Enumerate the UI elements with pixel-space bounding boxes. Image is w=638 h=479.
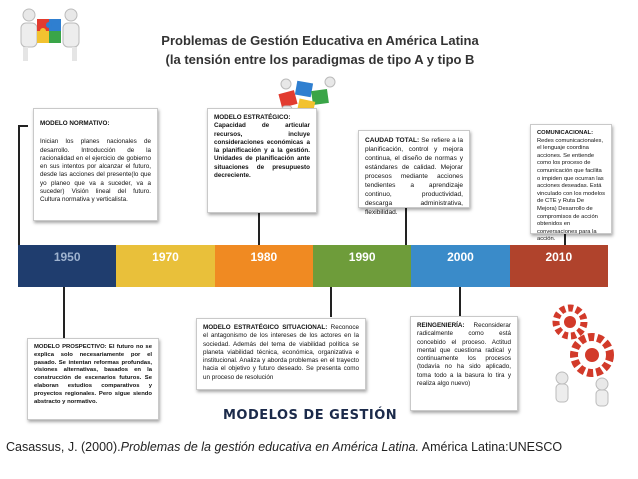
connector-normativo [18,126,20,247]
connector-reingenieria [459,287,461,317]
timeline-segment-1990: 1990 [313,245,411,287]
comunicacional-heading: COMUNICACIONAL: [537,130,594,136]
calidad-body: Se refiere a la planificación, control y mejora continua, el diseño de normas y estándares de calidad. Mejorar procesos mediante acciones tendientes a aprendizaje continuo, productividad, descarga administrativa, flexibilidad. [365,137,463,216]
comunicacional-body: Redes comunicacionales, el lenguaje coordina acciones. Se entiende como los proceso de comunicación que facilita o impiden que ocurran las acciones deseadas. Está vinculado con los modelos de CTE y Ruta De Mejora) Desarrollo de compromisos de acción obtenidos en conversaciones para la acción. [537,137,605,243]
situacional-heading: MODELO ESTRATÉGICO SITUACIONAL: [203,324,328,331]
gears-illustration [540,300,620,410]
citation-publisher: América Latina:UNESCO [418,440,563,454]
reingenieria-body: Reconsiderar radicalmente como está concebido el proceso. Actitud mental que cuestiona radical y continuamente los procesos (todavía no ha sido aplicado, toma todo a la basura lo tira y realiza algo nuevo) [417,322,511,388]
box-comunicacional [530,124,612,243]
citation-footer [6,440,562,454]
calidad-heading: CAUDAD TOTAL: [365,137,420,144]
connector-estrategico [258,213,260,247]
citation-work: Problemas de la gestión educativa en América Latina. [120,440,419,454]
estrategico-body: Capacidad de articular recursos, incluye consideraciones económicas a la planificación y a la gestión. Unidades de planificación ante situaciones de presupuesto decreciente. [214,122,310,180]
box-modelo-estrategico [207,108,317,213]
estrategico-heading: MODELO ESTRATÉGICO: [214,114,291,121]
timeline-segment-2000: 2000 [411,245,509,287]
citation-author: Casassus, J. (2000). [6,440,121,454]
title-line-1: Problemas de Gestión Educativa en América Latina [161,33,479,48]
prospectivo-body: El futuro no se explica solo necesariamente por el pasado. Se intentan reformas profundas, visiones alternativas, basados en la construcción de escenarios futuros. Se elaboran estudios comparativos y proyectos regionales. Pero sigue siendo abstracto y normativo. [34,344,152,405]
timeline-segment-2010: 2010 [510,245,608,287]
connector-situacional [330,287,332,317]
connector-prospectivo [63,287,65,339]
box-modelo-normativo [33,108,158,221]
timeline-segment-1980: 1980 [215,245,313,287]
modelos-de-gestion-label: MODELOS DE GESTIÓN [223,408,398,423]
title-line-2: (la tensión entre los paradigmas de tipo A y tipo B [165,52,475,67]
timeline-segment-1950: 1950 [18,245,116,287]
connector-calidad [405,206,407,246]
prospectivo-heading: MODELO PROSPECTIVO: [34,344,107,350]
box-modelo-prospectivo [27,338,159,420]
reingenieria-heading: REINGENIERÍA: [417,322,465,329]
normativo-body: Inician los planes nacionales de desarrollo. Introducción de la racionalidad en el ejercicio de gobierno en sus intentos por alcanzar el futuro, desde las acciones del presente(lo que yo planeo que va a suceder, va a suceder) Visión lineal del futuro. Cultura normativa y verticalista. [40,138,151,204]
normativo-heading: MODELO NORMATIVO: [40,120,110,127]
box-reingenieria [410,316,518,411]
box-modelo-situacional [196,318,366,390]
connector-normativo-cap [18,125,28,127]
timeline-segment-1970: 1970 [116,245,214,287]
puzzle-figures-illustration [15,5,85,65]
timeline-bar [18,245,608,287]
box-calidad-total [358,130,470,216]
situacional-body: Reconoce el antagonismo de los intereses de los actores en la sociedad. Además del tema de viabilidad política se planeta viabilidad técnica, económica, organizativa e institucional. Analiza y aborda problemas en el trayecto hacia el objetivo y futuro deseado. Se presenta como un proceso de resolución [203,324,359,381]
